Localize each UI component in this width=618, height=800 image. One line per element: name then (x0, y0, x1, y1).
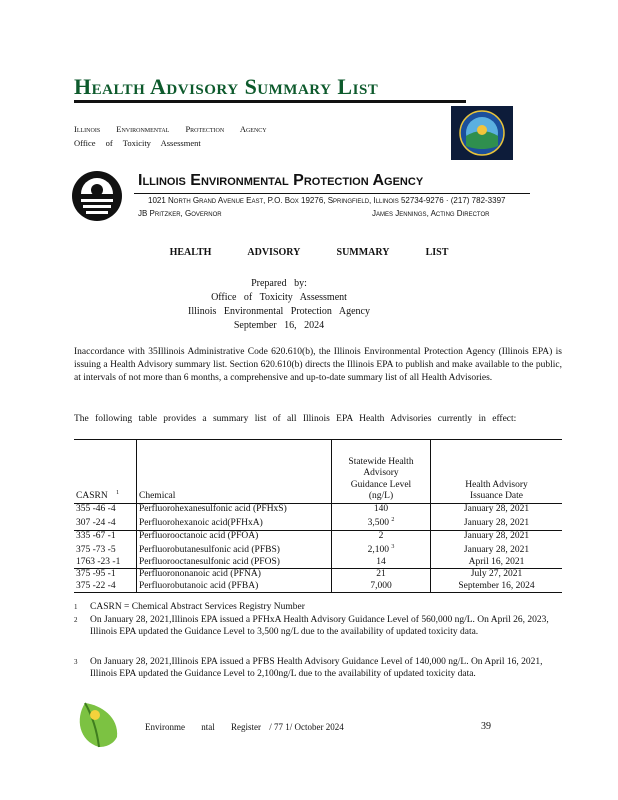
doc-heading: HEALTH ADVISORY SUMMARY LIST (169, 247, 449, 258)
header-chemical: Chemical (137, 440, 332, 504)
header-casrn: CASRN $^1$ (74, 440, 137, 504)
office-line: Office of Toxicity Assessment (74, 138, 201, 148)
footer-register: Environme ntal Register / 77 1/ October 2024 (145, 722, 344, 732)
footnote-ref: 3 (391, 544, 395, 551)
table-row: 335 -67 -1 Perfluorooctanoic acid (PFOA) 2 January 28, 2021 (76, 530, 530, 541)
letterhead-director: James Jennings, Acting Director (372, 209, 490, 218)
health-advisory-table (74, 439, 562, 593)
prepared-block (0, 277, 558, 333)
leaf-logo-icon (73, 697, 125, 749)
table-row: 375 -73 -5 Perfluorobutanesulfonic acid (PFBS) 2,100 $^3$ January 28, 2021 (76, 544, 530, 556)
agency-seal-icon (451, 106, 513, 160)
table-header-row (74, 440, 562, 504)
illinois-epa-logo-icon (71, 170, 123, 222)
prepared-date: September 16, 2024 (233, 320, 325, 331)
footnote-2: 2 On January 28, 2021,Illinois EPA issued a PFHxA Health Advisory Guidance Level of 560,000 ng/L. On April 26, 2023, Illinois EPA updated the Guidance Level to 3,500 ng/L due to the availability of updated toxicity data. (74, 615, 549, 637)
footnote-ref: 2 (391, 517, 395, 524)
table-row: 375 -22 -4 Perfluorobutanoic acid (PFBA) 7,000 September 16, 2024 (74, 581, 562, 593)
agency-line: Illinois Environmental Protection Agency (74, 124, 267, 134)
document-title: Health Advisory Summary List (74, 74, 379, 99)
footnote-1: 1 CASRN = Chemical Abstract Services Registry Number (74, 602, 305, 612)
table-intro: The following table provides a summary list of all Illinois EPA Health Advisories currently in effect: (74, 414, 517, 424)
table-row: 355 -46 -4 Perfluorohexanesulfonic acid (PFHxS) 140 January 28, 2021 (76, 503, 530, 514)
header-issuance-date: Health Advisory Issuance Date (431, 440, 563, 504)
table-row: 1763 -23 -1 Perfluorooctanesulfonic acid (PFOS) 14 April 16, 2021 (74, 557, 562, 569)
prepared-agency: Illinois Environmental Protection Agency (188, 306, 370, 317)
intro-paragraph: Inaccordance with 35Illinois Administrative Code 620.610(b), the Illinois Environmental Protection Agency (Illinois EPA) is issuing a Health Advisory summary list. Section 620.610(b) directs the Illinois EPA to publish and make available to the public, at intervals of not more than 6 months, a comprehensive and up-to-date summary list of all Health Advisories. (74, 347, 562, 383)
table-row: 307 -24 -4 Perfluorohexanoic acid(PFHxA) 3,500 $^2$ January 28, 2021 (74, 515, 562, 530)
letterhead-rule (134, 193, 530, 194)
footnote-3: 3 On January 28, 2021,Illinois EPA issued a PFBS Health Advisory Guidance Level of 140,000 ng/L. On April 16, 2021, Illinois EPA updated the Guidance Level to 2,100ng/L due to the availability of updated toxicity data. (74, 657, 543, 679)
letterhead-governor: JB Pritzker, Governor (138, 209, 222, 218)
letterhead-agency-name: Illinois Environmental Protection Agency (138, 172, 424, 189)
letterhead-address: 1021 North Grand Avenue East, P.O. Box 19276, Springfield, Illinois 52734-9276 · (217) 782-3397 (148, 196, 506, 205)
prepared-by-label: Prepared by: (251, 278, 307, 289)
prepared-office: Office of Toxicity Assessment (211, 292, 347, 303)
header-guidance-level: Statewide Health Advisory Guidance Level (ng/L) (332, 440, 431, 504)
title-underline (74, 100, 466, 103)
table-row: 375 -95 -1 Perfluorononanoic acid (PFNA) 21 July 27, 2021 (76, 569, 523, 580)
page-number: 39 (481, 721, 491, 732)
